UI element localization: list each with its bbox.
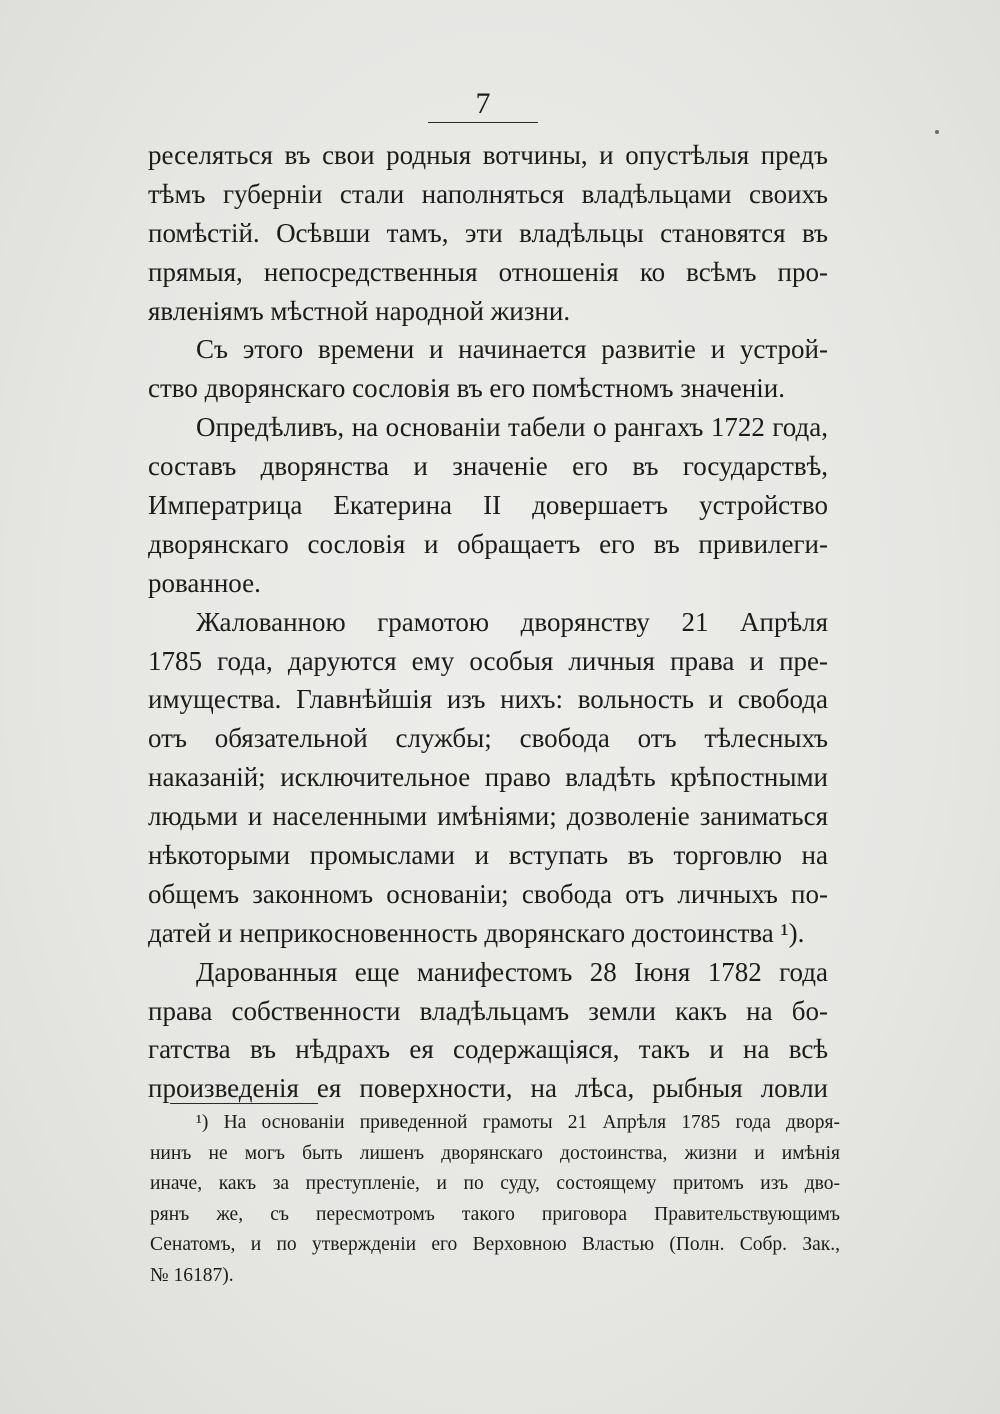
body-line: людьми и населенными имѣніями; дозволеніе заниматься bbox=[148, 801, 828, 832]
body-line: Опредѣливъ, на основаніи табели о рангахъ 1722 года, bbox=[196, 412, 828, 443]
body-line: дворянскаго сословія и обращаетъ его въ привилеги- bbox=[148, 528, 828, 559]
body-line: Жалованною грамотою дворянству 21 Апрѣля bbox=[196, 606, 828, 637]
footnote-line: ¹) На основаніи приведенной грамоты 21 Апрѣля 1785 года дворя- bbox=[196, 1112, 840, 1133]
body-line: Съ этого времени и начинается развитіе и устрой- bbox=[196, 334, 828, 365]
page-number: 7 bbox=[475, 87, 491, 120]
body-line: прямыя, непосредственныя отношенія ко всѣмъ про- bbox=[148, 256, 828, 287]
footnote-line: иначе, какъ за преступленіе, и по суду, состоящему притомъ изъ дво- bbox=[150, 1173, 840, 1194]
body-line: рованное. bbox=[148, 567, 261, 598]
page-number-rule bbox=[428, 122, 538, 123]
body-line: ство дворянскаго сословія въ его помѣстномъ значеніи. bbox=[148, 373, 785, 404]
body-line: 1785 года, даруются ему особыя личныя права и пре- bbox=[148, 645, 828, 676]
footnote-rule bbox=[170, 1103, 318, 1104]
body-line: гатства въ нѣдрахъ ея содержащіяся, такъ и на всѣ bbox=[148, 1034, 828, 1065]
body-line: реселяться въ свои родныя вотчины, и опустѣлыя предъ bbox=[148, 140, 828, 170]
footnote-line: рянъ же, съ пересмотромъ такого приговора Правительствующимъ bbox=[150, 1203, 840, 1225]
body-line: тѣмъ губерніи стали наполняться владѣльцами своихъ bbox=[148, 178, 828, 209]
body-line: права собственности владѣльцамъ земли какъ на бо- bbox=[148, 995, 828, 1026]
body-line: явленіямъ мѣстной народной жизни. bbox=[148, 295, 571, 326]
body-line: Императрица Екатерина II довершаетъ устройство bbox=[148, 490, 828, 521]
paper-speck bbox=[935, 130, 939, 134]
body-text bbox=[148, 136, 828, 1108]
footnote-line: № 16187). bbox=[150, 1264, 234, 1286]
footnote-line: нинъ не могъ быть лишенъ дворянскаго достоинства, жизни и имѣнія bbox=[150, 1142, 840, 1164]
body-line: имущества. Главнѣйшія изъ нихъ: вольность и свобода bbox=[148, 684, 828, 715]
body-line: Дарованныя еще манифестомъ 28 Іюня 1782 года bbox=[196, 956, 828, 987]
footnote bbox=[150, 1108, 840, 1291]
body-line: отъ обязательной службы; свобода отъ тѣлесныхъ bbox=[148, 723, 828, 754]
body-line: наказаній; исключительное право владѣть крѣпостными bbox=[148, 762, 828, 793]
body-line: датей и неприкосновенность дворянскаго достоинства ¹). bbox=[148, 917, 805, 948]
footnote-line: Сенатомъ, и по утвержденіи его Верховною Властью (Полн. Собр. Зак., bbox=[150, 1234, 840, 1255]
body-line: помѣстій. Осѣвши тамъ, эти владѣльцы становятся въ bbox=[148, 217, 828, 248]
body-line: составъ дворянства и значеніе его въ государствѣ, bbox=[148, 451, 828, 482]
body-line: произведенія ея поверхности, на лѣса, рыбныя ловли bbox=[148, 1073, 828, 1104]
body-line: нѣкоторыми промыслами и вступать въ торговлю на bbox=[148, 840, 828, 871]
body-line: общемъ законномъ основаніи; свобода отъ личныхъ по- bbox=[148, 878, 828, 909]
